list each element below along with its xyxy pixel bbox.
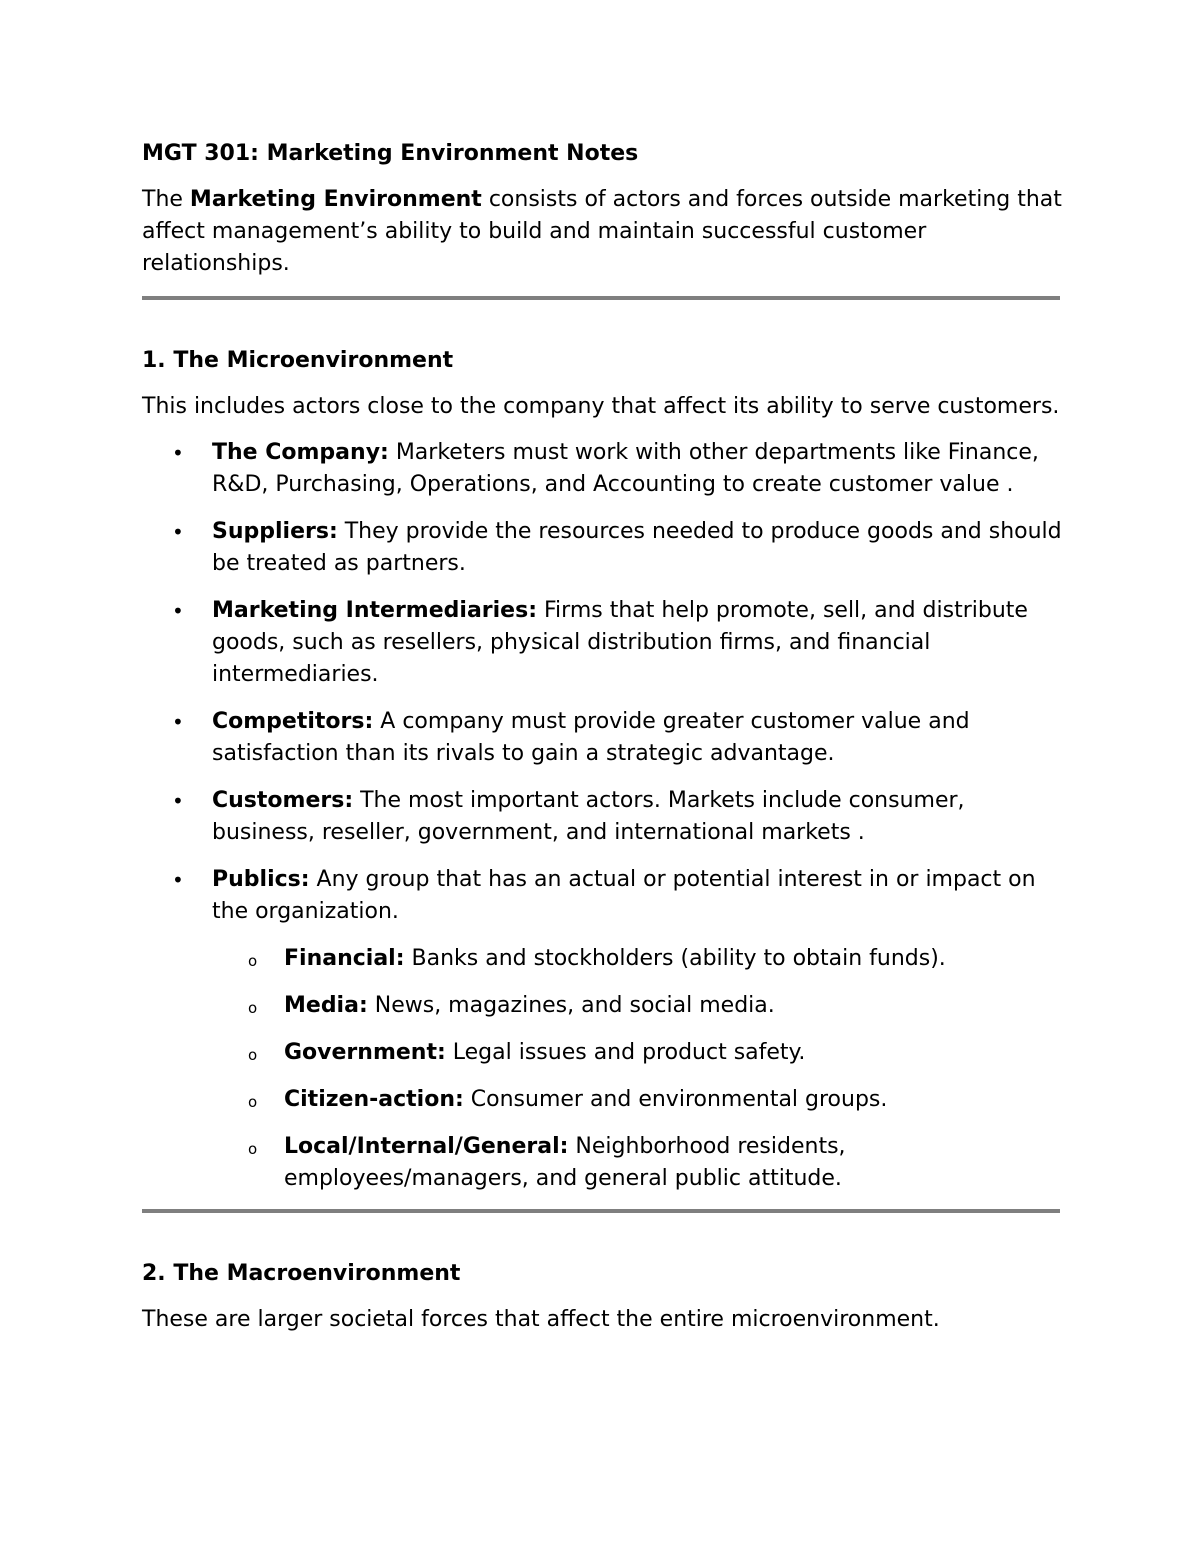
microenvironment-list [142, 437, 1062, 1195]
item-text: Marketers must work with other departments like Finance, R&D, Purchasing, Operations, and Accounting to create customer value . [212, 440, 1039, 497]
sub-list-item [142, 990, 1062, 1022]
bullet-icon: • [172, 710, 184, 734]
item-term: The Company: [212, 440, 389, 465]
sub-bullet-icon: o [248, 1140, 258, 1158]
intro-prefix: The [142, 187, 190, 212]
section-intro-microenvironment: This includes actors close to the company that affect its ability to serve customers. [142, 394, 1060, 419]
sub-item-term: Financial: [284, 946, 405, 971]
sub-item-term: Government: [284, 1040, 446, 1065]
list-item [142, 785, 1062, 849]
item-text: They provide the resources needed to produce goods and should be treated as partners. [212, 519, 1062, 576]
sub-item-term: Citizen-action: [284, 1087, 464, 1112]
sub-list-item [142, 1084, 1062, 1116]
item-text: Firms that help promote, sell, and distribute goods, such as resellers, physical distribution firms, and financial intermediaries. [212, 598, 1028, 687]
list-item [142, 864, 1062, 1195]
bullet-icon: • [172, 789, 184, 813]
sub-bullet-icon: o [248, 1093, 258, 1111]
intro-rest: consists of actors and forces outside marketing that affect management’s ability to build and maintain successful customer relationships. [142, 187, 1062, 276]
item-term: Marketing Intermediaries: [212, 598, 537, 623]
bullet-icon: • [172, 868, 184, 892]
list-item [142, 437, 1062, 501]
item-term: Customers: [212, 788, 354, 813]
publics-sub-list [212, 943, 1062, 1195]
section-intro-macroenvironment: These are larger societal forces that affect the entire microenvironment. [142, 1307, 940, 1332]
section-heading-microenvironment: 1. The Microenvironment [142, 348, 454, 373]
horizontal-rule [142, 1209, 1060, 1213]
item-term: Publics: [212, 867, 310, 892]
sub-item-text: Consumer and environmental groups. [463, 1087, 888, 1112]
sub-bullet-icon: o [248, 952, 258, 970]
sub-list-item [142, 1131, 1062, 1195]
sub-list-item [142, 1037, 1062, 1069]
item-text: The most important actors. Markets include consumer, business, reseller, government, and international markets . [212, 788, 965, 845]
bullet-icon: • [172, 441, 184, 465]
section-heading-macroenvironment: 2. The Macroenvironment [142, 1261, 461, 1286]
sub-item-text: Neighborhood residents, employees/managers, and general public attitude. [284, 1134, 846, 1191]
item-term: Suppliers: [212, 519, 338, 544]
intro-paragraph [142, 184, 1062, 280]
sub-bullet-icon: o [248, 999, 258, 1017]
bullet-icon: • [172, 599, 184, 623]
item-term: Competitors: [212, 709, 374, 734]
list-item [142, 595, 1062, 691]
document-title: MGT 301: Marketing Environment Notes [142, 141, 639, 166]
list-item [142, 706, 1062, 770]
sub-item-term: Local/Internal/General: [284, 1134, 569, 1159]
sub-item-text: Banks and stockholders (ability to obtain funds). [404, 946, 946, 971]
sub-item-text: News, magazines, and social media. [367, 993, 775, 1018]
sub-bullet-icon: o [248, 1046, 258, 1064]
horizontal-rule [142, 296, 1060, 300]
sub-item-text: Legal issues and product safety. [445, 1040, 806, 1065]
item-text: A company must provide greater customer value and satisfaction than its rivals to gain a strategic advantage. [212, 709, 970, 766]
sub-list-item [142, 943, 1062, 975]
document-page [142, 138, 1062, 1350]
list-item [142, 516, 1062, 580]
intro-term: Marketing Environment [189, 187, 482, 212]
sub-item-term: Media: [284, 993, 368, 1018]
item-text: Any group that has an actual or potential interest in or impact on the organization. [212, 867, 1036, 924]
bullet-icon: • [172, 520, 184, 544]
